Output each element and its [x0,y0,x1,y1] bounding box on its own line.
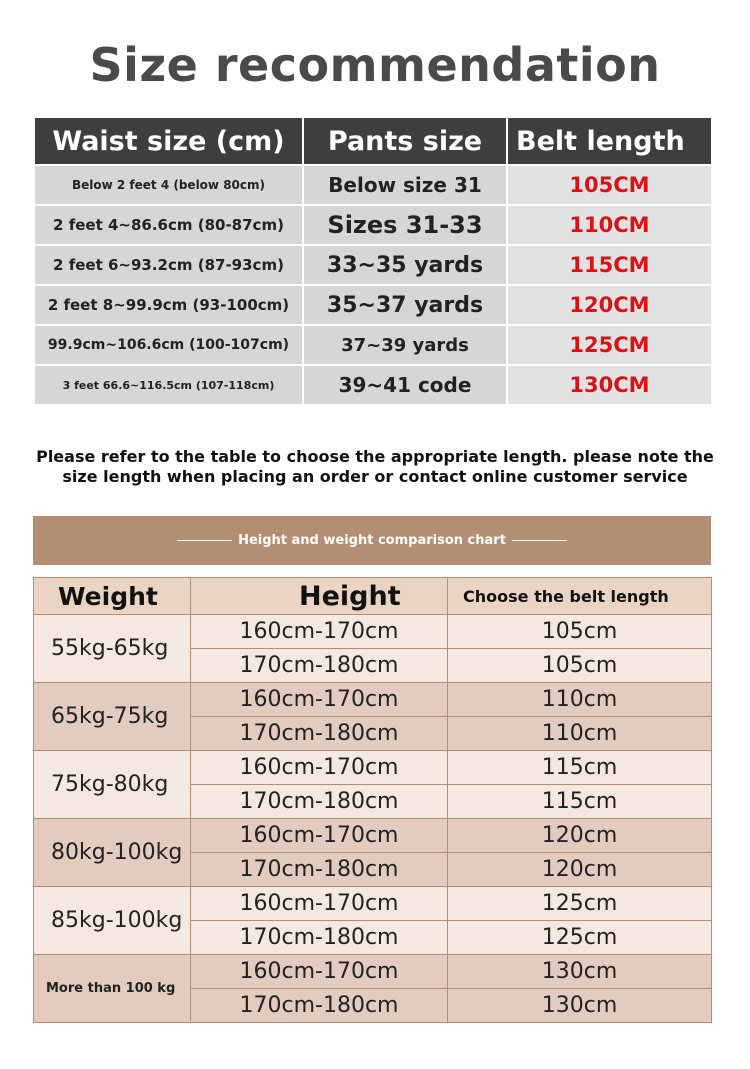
height-header: Height [191,578,448,615]
banner-left-rule [177,540,232,541]
belt-cell: 105cm [448,649,712,683]
note-line: Please refer to the table to choose the appropriate length. please note the [36,447,714,466]
pants-cell: Below size 31 [303,165,507,205]
height-cell: 160cm-170cm [191,887,448,921]
height-cell: 160cm-170cm [191,751,448,785]
table-row [34,751,712,785]
weight-cell: 75kg-80kg [34,751,191,819]
table-row [34,245,712,285]
table-row [34,615,712,649]
height-cell: 160cm-170cm [191,955,448,989]
weight-cell: 85kg-100kg [34,887,191,955]
size-note [0,447,750,487]
belt-cell: 120cm [448,819,712,853]
banner-right-rule [512,540,567,541]
belt-cell: 125cm [448,921,712,955]
belt-header: Belt length [507,117,712,165]
waist-header: Waist size (cm) [34,117,303,165]
table-row [34,285,712,325]
page-title: Size recommendation [89,38,661,92]
belt-cell: 115cm [448,785,712,819]
pants-cell: Sizes 31-33 [303,205,507,245]
weight-header: Weight [34,578,191,615]
height-cell: 160cm-170cm [191,683,448,717]
belt-cell: 110CM [507,205,712,245]
pants-header: Pants size [303,117,507,165]
table-row [34,325,712,365]
waist-cell: Below 2 feet 4 (below 80cm) [34,165,303,205]
table-row [34,365,712,405]
pants-cell: 35~37 yards [303,285,507,325]
weight-table-header [34,578,712,615]
height-cell: 160cm-170cm [191,615,448,649]
belt-cell: 125cm [448,887,712,921]
height-cell: 170cm-180cm [191,785,448,819]
table-row [34,955,712,989]
pants-cell: 33~35 yards [303,245,507,285]
table-row [34,683,712,717]
table-row [34,819,712,853]
waist-cell: 2 feet 4~86.6cm (80-87cm) [34,205,303,245]
pants-cell: 37~39 yards [303,325,507,365]
waist-cell: 2 feet 8~99.9cm (93-100cm) [34,285,303,325]
weight-cell: More than 100 kg [34,955,191,1023]
size-table-header [34,117,712,165]
belt-cell: 120cm [448,853,712,887]
waist-cell: 3 feet 66.6~116.5cm (107-118cm) [34,365,303,405]
belt-cell: 110cm [448,683,712,717]
pants-cell: 39~41 code [303,365,507,405]
belt-cell: 130CM [507,365,712,405]
height-cell: 170cm-180cm [191,921,448,955]
banner-title: Height and weight comparison chart [238,533,506,548]
table-row [34,205,712,245]
belt-cell: 105CM [507,165,712,205]
belt-cell: 130cm [448,955,712,989]
height-cell: 160cm-170cm [191,819,448,853]
table-row [34,887,712,921]
belt-cell: 105cm [448,615,712,649]
belt-cell: 120CM [507,285,712,325]
belt-cell: 110cm [448,717,712,751]
belt-length-header: Choose the belt length [448,578,712,615]
height-cell: 170cm-180cm [191,717,448,751]
comparison-banner [33,516,711,565]
table-row [34,165,712,205]
height-cell: 170cm-180cm [191,989,448,1023]
belt-cell: 130cm [448,989,712,1023]
waist-cell: 2 feet 6~93.2cm (87-93cm) [34,245,303,285]
weight-cell: 65kg-75kg [34,683,191,751]
weight-cell: 80kg-100kg [34,819,191,887]
belt-cell: 125CM [507,325,712,365]
waist-cell: 99.9cm~106.6cm (100-107cm) [34,325,303,365]
weight-table [33,577,712,1023]
size-table [33,116,713,406]
note-line: size length when placing an order or contact online customer service [62,467,688,486]
belt-cell: 115cm [448,751,712,785]
height-cell: 170cm-180cm [191,853,448,887]
weight-cell: 55kg-65kg [34,615,191,683]
height-cell: 170cm-180cm [191,649,448,683]
belt-cell: 115CM [507,245,712,285]
